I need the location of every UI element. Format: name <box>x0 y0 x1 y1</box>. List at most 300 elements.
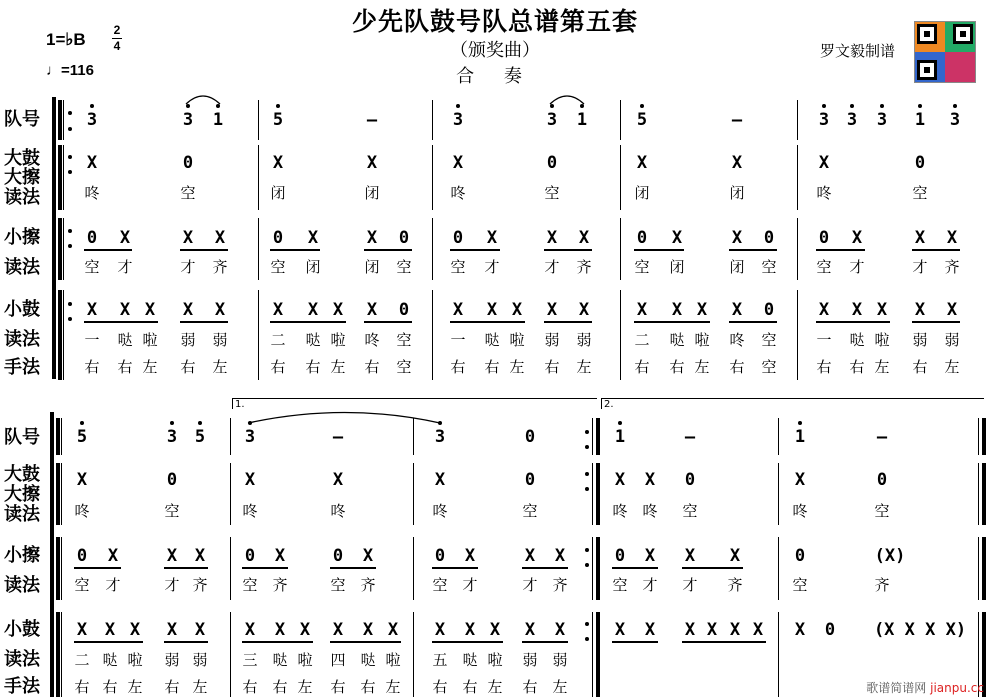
reading-syllable: 右 <box>305 358 321 376</box>
reading-syllable: 空 <box>682 502 698 520</box>
reading-syllable: 啦 <box>297 651 313 669</box>
barline <box>58 218 62 280</box>
beam-line <box>84 249 132 251</box>
repeat-dot <box>585 622 589 626</box>
reading-syllable: 哒 <box>272 651 288 669</box>
octave-dot <box>953 104 957 108</box>
tempo-marking: ♩=116 <box>46 62 94 79</box>
beam-line <box>74 641 143 643</box>
barline <box>432 218 433 280</box>
reading-syllable: 哒 <box>484 331 500 349</box>
label-hand: 手法 <box>4 357 40 378</box>
reading-syllable: 右 <box>270 358 286 376</box>
note: X <box>194 620 206 640</box>
note: X <box>546 300 558 320</box>
barline <box>413 537 414 600</box>
note: X <box>244 620 256 640</box>
note: 5 <box>636 110 648 130</box>
note: – <box>332 427 344 447</box>
note: X <box>489 620 501 640</box>
reading-syllable: 空 <box>74 576 90 594</box>
note: 0 <box>182 153 194 173</box>
note: X <box>272 300 284 320</box>
reading-syllable: 才 <box>180 258 196 276</box>
note: 0 <box>398 300 410 320</box>
reading-syllable: 齐 <box>874 576 890 594</box>
note: X <box>86 153 98 173</box>
note: 0 <box>876 470 888 490</box>
label-reading: 读法 <box>4 649 40 670</box>
note: X <box>578 228 590 248</box>
note: X <box>387 620 399 640</box>
beam-line <box>729 249 777 251</box>
note: X <box>464 546 476 566</box>
note: X <box>794 620 806 640</box>
watermark-cn: 歌谱简谱网 <box>866 681 927 695</box>
reading-syllable: 空 <box>396 358 412 376</box>
barline <box>58 145 62 210</box>
octave-dot <box>90 104 94 108</box>
reading-syllable: 右 <box>364 358 380 376</box>
reading-syllable: 才 <box>164 576 180 594</box>
reading-syllable: 闭 <box>364 258 380 276</box>
note: 1 <box>914 110 926 130</box>
note: 0 <box>636 228 648 248</box>
note: 0 <box>166 470 178 490</box>
note: X <box>914 300 926 320</box>
octave-dot <box>438 421 442 425</box>
reading-syllable: 闭 <box>634 184 650 202</box>
beam-line <box>634 249 684 251</box>
note: 0 <box>818 228 830 248</box>
note: X <box>307 300 319 320</box>
barline <box>258 100 259 140</box>
reading-syllable: 弱 <box>212 331 228 349</box>
octave-dot <box>456 104 460 108</box>
barline <box>592 463 593 525</box>
octave-dot <box>918 104 922 108</box>
reading-syllable: 才 <box>484 258 500 276</box>
note: 3 <box>846 110 858 130</box>
label-cymbal: 大擦 <box>4 484 40 505</box>
reading-syllable: 左 <box>552 678 568 696</box>
beam-line <box>816 249 865 251</box>
octave-dot <box>850 104 854 108</box>
reading-syllable: 右 <box>544 358 560 376</box>
reading-syllable: 右 <box>330 678 346 696</box>
note: X <box>107 546 119 566</box>
barline <box>978 463 979 525</box>
reading-syllable: 才 <box>849 258 865 276</box>
reading-syllable: 啦 <box>127 651 143 669</box>
repeat-dot <box>68 170 72 174</box>
note: 3 <box>86 110 98 130</box>
time-top: 2 <box>113 23 121 37</box>
note: 0 <box>86 228 98 248</box>
reading-syllable: 左 <box>330 358 346 376</box>
reading-syllable: 才 <box>912 258 928 276</box>
reading-syllable: 啦 <box>509 331 525 349</box>
note: 3 <box>546 110 558 130</box>
reading-syllable: 哒 <box>360 651 376 669</box>
reading-syllable: 右 <box>522 678 538 696</box>
octave-dot <box>170 421 174 425</box>
note: X <box>214 300 226 320</box>
reading-syllable: 咚 <box>450 184 466 202</box>
barline <box>797 100 798 140</box>
note: 1 <box>614 427 626 447</box>
reading-syllable: 右 <box>180 358 196 376</box>
barline <box>778 537 779 600</box>
reading-syllable: 齐 <box>272 576 288 594</box>
reading-syllable: 才 <box>682 576 698 594</box>
note: X <box>182 228 194 248</box>
reading-syllable: 齐 <box>360 576 376 594</box>
octave-dot <box>198 421 202 425</box>
note: X <box>362 546 374 566</box>
reading-syllable: 弱 <box>576 331 592 349</box>
beam-line <box>450 321 525 323</box>
barline <box>778 463 779 525</box>
barline <box>230 418 231 455</box>
reading-syllable: 右 <box>849 358 865 376</box>
note: – <box>876 427 888 447</box>
note: X <box>166 546 178 566</box>
note: 3 <box>876 110 888 130</box>
reading-syllable: 左 <box>297 678 313 696</box>
beam-line <box>612 641 658 643</box>
beam-line <box>522 641 568 643</box>
reading-syllable: 闭 <box>305 258 321 276</box>
reading-syllable: 咚 <box>612 502 628 520</box>
repeat-dot <box>68 111 72 115</box>
note: 3 <box>182 110 194 130</box>
octave-dot <box>618 421 622 425</box>
reading-syllable: 空 <box>432 576 448 594</box>
beam-line <box>74 567 121 569</box>
barline <box>230 463 231 525</box>
reading-syllable: 右 <box>84 358 100 376</box>
reading-syllable: 齐 <box>212 258 228 276</box>
reading-syllable: 弱 <box>552 651 568 669</box>
reading-syllable: 左 <box>192 678 208 696</box>
barline <box>982 418 986 455</box>
reading-syllable: 左 <box>509 358 525 376</box>
reading-syllable: 右 <box>634 358 650 376</box>
barline <box>258 218 259 280</box>
barline <box>592 612 593 697</box>
note: X <box>614 620 626 640</box>
note: 0 <box>763 228 775 248</box>
note: 0 <box>244 546 256 566</box>
note: X <box>434 620 446 640</box>
reading-syllable: 一 <box>816 331 832 349</box>
note: 3 <box>452 110 464 130</box>
ensemble-label: 合 奏 <box>456 66 534 87</box>
barline <box>797 290 798 380</box>
beam-line <box>242 567 288 569</box>
beam-line <box>242 641 313 643</box>
barline <box>596 612 600 697</box>
label-reading: 读法 <box>4 257 40 278</box>
label-hand: 手法 <box>4 676 40 697</box>
repeat-dot <box>585 430 589 434</box>
note: 0 <box>434 546 446 566</box>
reading-syllable: 空 <box>84 258 100 276</box>
repeat-dot <box>68 244 72 248</box>
tie-curve <box>248 413 440 424</box>
barline <box>620 218 621 280</box>
reading-syllable: 右 <box>272 678 288 696</box>
note: X <box>129 620 141 640</box>
octave-dot <box>276 104 280 108</box>
reading-syllable: 右 <box>102 678 118 696</box>
barline <box>61 537 62 600</box>
reading-syllable: 左 <box>694 358 710 376</box>
label-reading: 读法 <box>4 504 40 525</box>
reading-syllable: 哒 <box>669 331 685 349</box>
reading-syllable: 弱 <box>192 651 208 669</box>
reading-syllable: 才 <box>642 576 658 594</box>
note: X <box>214 228 226 248</box>
note: 0 <box>684 470 696 490</box>
reading-syllable: 空 <box>330 576 346 594</box>
reading-syllable: 右 <box>360 678 376 696</box>
reading-syllable: 空 <box>396 331 412 349</box>
note: X <box>299 620 311 640</box>
reading-syllable: 弱 <box>164 651 180 669</box>
reading-syllable: 左 <box>944 358 960 376</box>
octave-dot <box>186 104 190 108</box>
reading-syllable: 右 <box>74 678 90 696</box>
reading-syllable: 左 <box>212 358 228 376</box>
barline <box>596 418 600 455</box>
reading-syllable: 咚 <box>792 502 808 520</box>
beam-line <box>634 321 710 323</box>
note: X <box>332 620 344 640</box>
reading-syllable: 右 <box>462 678 478 696</box>
reading-syllable: 啦 <box>487 651 503 669</box>
reading-syllable: 空 <box>242 576 258 594</box>
reading-syllable: 咚 <box>642 502 658 520</box>
reading-syllable: 齐 <box>552 576 568 594</box>
note: X <box>644 470 656 490</box>
note: X <box>554 620 566 640</box>
note: X <box>362 620 374 640</box>
note: X <box>818 153 830 173</box>
barline <box>620 145 621 210</box>
beam-line <box>330 641 401 643</box>
barline <box>778 418 779 455</box>
barline <box>596 537 600 600</box>
repeat-dot <box>585 472 589 476</box>
beam-line <box>544 321 592 323</box>
reading-syllable: 闭 <box>729 184 745 202</box>
note: 0 <box>794 546 806 566</box>
reading-syllable: 右 <box>729 358 745 376</box>
note: X <box>166 620 178 640</box>
note: – <box>731 110 743 130</box>
reading-syllable: 空 <box>164 502 180 520</box>
reading-syllable: 右 <box>484 358 500 376</box>
barline <box>432 100 433 140</box>
note: X <box>696 300 708 320</box>
octave-dot <box>248 421 252 425</box>
reading-syllable: 一 <box>84 331 100 349</box>
note: X <box>684 546 696 566</box>
reading-syllable: 右 <box>816 358 832 376</box>
note: X <box>731 228 743 248</box>
barline <box>978 537 979 600</box>
octave-dot <box>216 104 220 108</box>
reading-syllable: 左 <box>576 358 592 376</box>
note: X <box>366 153 378 173</box>
beam-line <box>432 641 503 643</box>
note: X <box>144 300 156 320</box>
label-small-cymbal: 小擦 <box>4 227 40 248</box>
repeat-dot <box>68 127 72 131</box>
note: X <box>706 620 718 640</box>
label-cymbal: 大擦 <box>4 167 40 188</box>
note: X <box>731 300 743 320</box>
octave-dot <box>880 104 884 108</box>
barline <box>778 612 779 697</box>
label-snare: 小鼓 <box>4 299 40 320</box>
time-bottom: 4 <box>113 39 121 53</box>
note: X <box>104 620 116 640</box>
key-signature: 1=♭B <box>46 30 86 49</box>
note: X <box>76 470 88 490</box>
barline <box>982 537 986 600</box>
note: 0 <box>763 300 775 320</box>
tie-curve <box>186 96 220 104</box>
reading-syllable: 右 <box>117 358 133 376</box>
reading-syllable: 左 <box>874 358 890 376</box>
octave-dot <box>640 104 644 108</box>
note: – <box>366 110 378 130</box>
reading-syllable: 咚 <box>84 184 100 202</box>
note: X <box>729 546 741 566</box>
reading-syllable: 右 <box>242 678 258 696</box>
note: X <box>794 470 806 490</box>
barline <box>620 100 621 140</box>
note: X <box>851 228 863 248</box>
beam-line <box>912 321 960 323</box>
note: 0 <box>824 620 836 640</box>
reading-syllable: 右 <box>450 358 466 376</box>
reading-syllable: 啦 <box>694 331 710 349</box>
note: X <box>671 300 683 320</box>
reading-syllable: 左 <box>142 358 158 376</box>
watermark <box>866 679 984 696</box>
note: 0 <box>614 546 626 566</box>
note: X <box>546 228 558 248</box>
barline <box>258 290 259 380</box>
note: 5 <box>76 427 88 447</box>
note: X <box>818 300 830 320</box>
note: X <box>731 153 743 173</box>
reading-syllable: 空 <box>874 502 890 520</box>
note: X <box>194 546 206 566</box>
beam-line <box>522 567 568 569</box>
barline <box>258 145 259 210</box>
label-bass-drum: 大鼓 <box>4 464 40 485</box>
note: 0 <box>272 228 284 248</box>
reading-syllable: 闭 <box>669 258 685 276</box>
note: X <box>307 228 319 248</box>
note: 0 <box>546 153 558 173</box>
reading-syllable: 咚 <box>729 331 745 349</box>
reading-syllable: 咚 <box>364 331 380 349</box>
reading-syllable: 空 <box>522 502 538 520</box>
reading-syllable: 空 <box>761 358 777 376</box>
reading-syllable: 才 <box>462 576 478 594</box>
note: X <box>119 228 131 248</box>
note: 0 <box>524 427 536 447</box>
note: X <box>636 153 648 173</box>
reading-syllable: 左 <box>127 678 143 696</box>
note: X <box>452 300 464 320</box>
reading-syllable: 才 <box>117 258 133 276</box>
reading-syllable: 啦 <box>874 331 890 349</box>
barline <box>56 418 60 455</box>
reading-syllable: 啦 <box>330 331 346 349</box>
barline <box>56 537 60 600</box>
barline <box>61 418 62 455</box>
beam-line <box>816 321 890 323</box>
label-bass-drum: 大鼓 <box>4 148 40 169</box>
reading-syllable: 闭 <box>729 258 745 276</box>
reading-syllable: 咚 <box>330 502 346 520</box>
barline <box>63 145 64 210</box>
reading-syllable: 空 <box>816 258 832 276</box>
beam-line <box>330 567 376 569</box>
note: X <box>366 300 378 320</box>
reading-syllable: 哒 <box>102 651 118 669</box>
reading-syllable: 右 <box>432 678 448 696</box>
note: X <box>464 620 476 640</box>
barline <box>61 612 62 697</box>
reading-syllable: 啦 <box>385 651 401 669</box>
repeat-dot <box>585 563 589 567</box>
reading-syllable: 才 <box>544 258 560 276</box>
note: X <box>332 470 344 490</box>
octave-dot <box>580 104 584 108</box>
note: 5 <box>194 427 206 447</box>
octave-dot <box>822 104 826 108</box>
note: 0 <box>452 228 464 248</box>
beam-line <box>682 641 766 643</box>
barline <box>230 537 231 600</box>
reading-syllable: 咚 <box>432 502 448 520</box>
note: X <box>524 546 536 566</box>
barline <box>978 418 979 455</box>
volta-second: 2. <box>601 398 984 409</box>
repeat-dot <box>585 548 589 552</box>
note: X <box>524 620 536 640</box>
note: X <box>452 153 464 173</box>
reading-syllable: 空 <box>544 184 560 202</box>
note: 5 <box>272 110 284 130</box>
reading-syllable: 空 <box>270 258 286 276</box>
note: 1 <box>212 110 224 130</box>
repeat-dot <box>585 487 589 491</box>
beam-line <box>84 321 158 323</box>
label-reading: 读法 <box>4 187 40 208</box>
reading-syllable: 齐 <box>576 258 592 276</box>
repeat-dot <box>68 155 72 159</box>
reading-syllable: 空 <box>450 258 466 276</box>
